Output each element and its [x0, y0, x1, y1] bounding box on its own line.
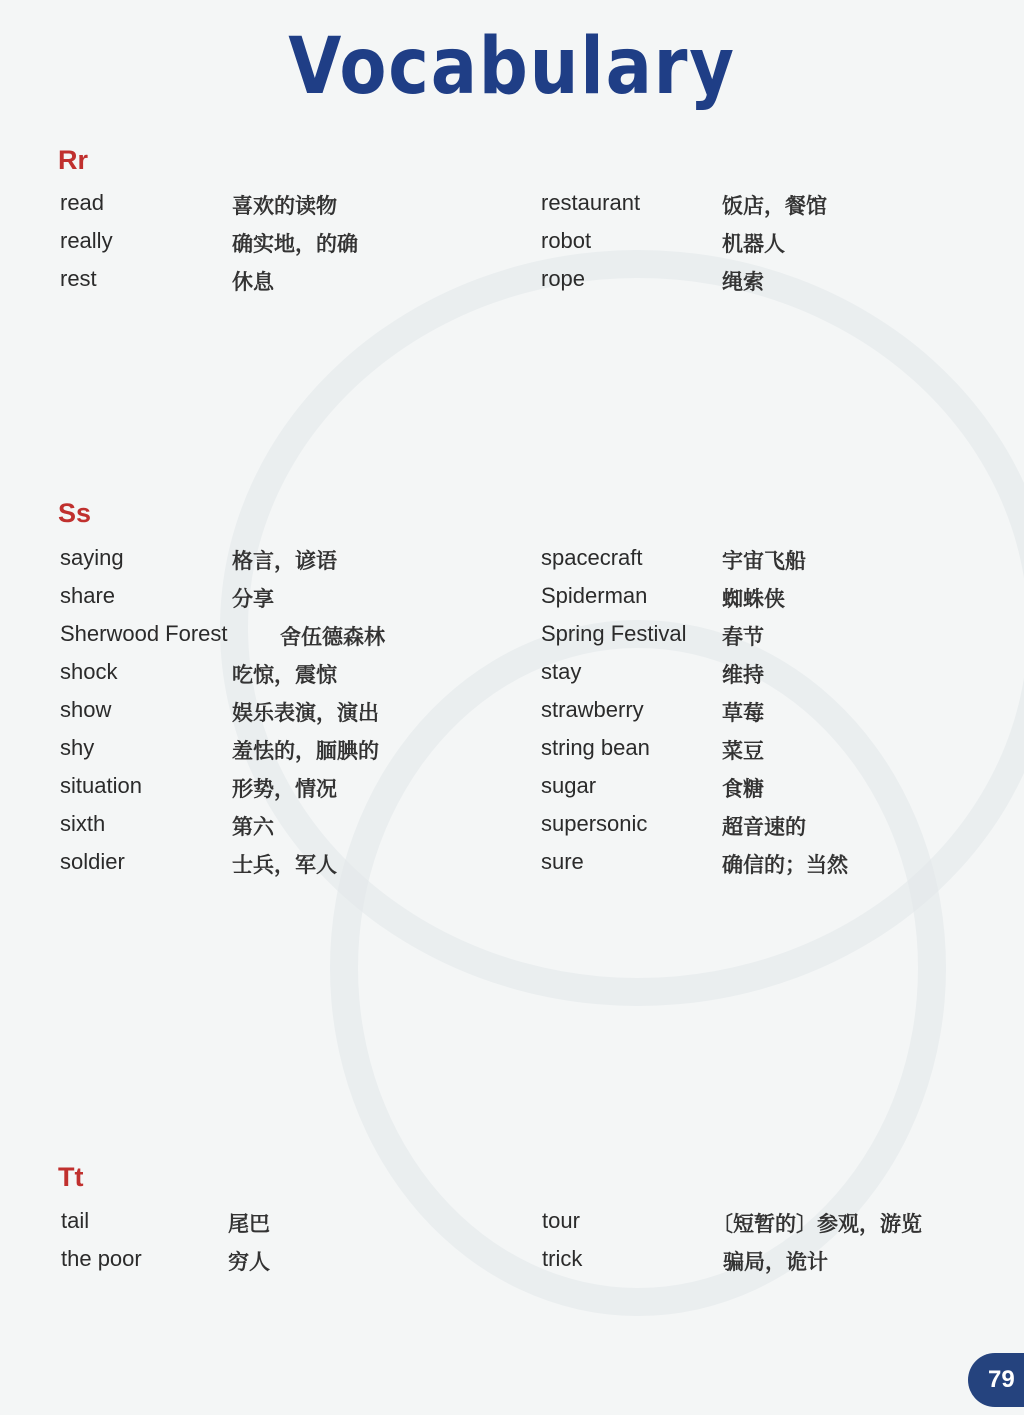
chinese-meaning: 分享	[232, 587, 274, 611]
chinese-meaning: 羞怯的，腼腆的	[232, 739, 379, 763]
chinese-meaning: 穷人	[228, 1250, 270, 1274]
chinese-meaning: 确信的；当然	[722, 853, 848, 877]
english-word: restaurant	[541, 190, 641, 215]
chinese-meaning: 菜豆	[722, 739, 764, 763]
english-word: soldier	[60, 849, 125, 874]
chinese-meaning: 士兵，军人	[232, 853, 337, 877]
chinese-meaning: 食糖	[722, 777, 764, 801]
english-word: rope	[541, 266, 586, 291]
section-letter-t: Tt	[58, 1162, 84, 1192]
chinese-meaning: 草莓	[722, 701, 764, 725]
chinese-meaning: 吃惊，震惊	[232, 663, 337, 687]
english-word: tail	[61, 1208, 90, 1233]
english-word: trick	[542, 1246, 583, 1271]
english-word: Sherwood Forest	[60, 621, 228, 646]
english-word: Spring Festival	[541, 621, 687, 646]
chinese-meaning: 尾巴	[228, 1212, 270, 1236]
english-word: share	[60, 583, 116, 608]
chinese-meaning: 饭店，餐馆	[722, 194, 827, 218]
english-word: spacecraft	[541, 545, 643, 570]
english-word: situation	[60, 773, 142, 798]
chinese-meaning: 超音速的	[722, 815, 806, 839]
chinese-meaning: 喜欢的读物	[232, 194, 337, 218]
english-word: shy	[60, 735, 95, 760]
chinese-meaning: 蜘蛛侠	[722, 587, 785, 611]
chinese-meaning: 春节	[722, 625, 764, 649]
english-word: sure	[541, 849, 584, 874]
page-number-badge: 79	[968, 1353, 1024, 1407]
english-word: show	[60, 697, 112, 722]
english-word: string bean	[541, 735, 650, 760]
chinese-meaning: 第六	[232, 815, 274, 839]
english-word: saying	[60, 545, 124, 570]
chinese-meaning: 娱乐表演，演出	[232, 701, 379, 725]
english-word: the poor	[61, 1246, 142, 1271]
english-word: Spiderman	[541, 583, 648, 608]
chinese-meaning: 形势，情况	[232, 777, 337, 801]
english-word: supersonic	[541, 811, 648, 836]
chinese-meaning: 维持	[722, 663, 764, 687]
section-letter-r: Rr	[58, 145, 89, 175]
english-word: robot	[541, 228, 592, 253]
english-word: really	[60, 228, 113, 253]
english-word: strawberry	[541, 697, 644, 722]
english-word: sugar	[541, 773, 597, 798]
chinese-meaning: 宇宙飞船	[722, 549, 806, 573]
chinese-meaning: 休息	[232, 270, 274, 294]
chinese-meaning: 骗局，诡计	[723, 1250, 828, 1274]
chinese-meaning: 绳索	[722, 270, 764, 294]
chinese-meaning: 舍伍德森林	[280, 625, 385, 649]
chinese-meaning: 格言，谚语	[232, 549, 337, 573]
chinese-meaning: 机器人	[722, 232, 785, 256]
chinese-meaning: 〔短暂的〕参观，游览	[712, 1212, 922, 1236]
english-word: read	[60, 190, 105, 215]
english-word: stay	[541, 659, 582, 684]
english-word: shock	[60, 659, 118, 684]
english-word: tour	[542, 1208, 580, 1233]
english-word: rest	[60, 266, 97, 291]
english-word: sixth	[60, 811, 106, 836]
chinese-meaning: 确实地，的确	[232, 232, 358, 256]
page-title: Vocabulary	[288, 22, 736, 112]
section-letter-s: Ss	[58, 498, 92, 528]
